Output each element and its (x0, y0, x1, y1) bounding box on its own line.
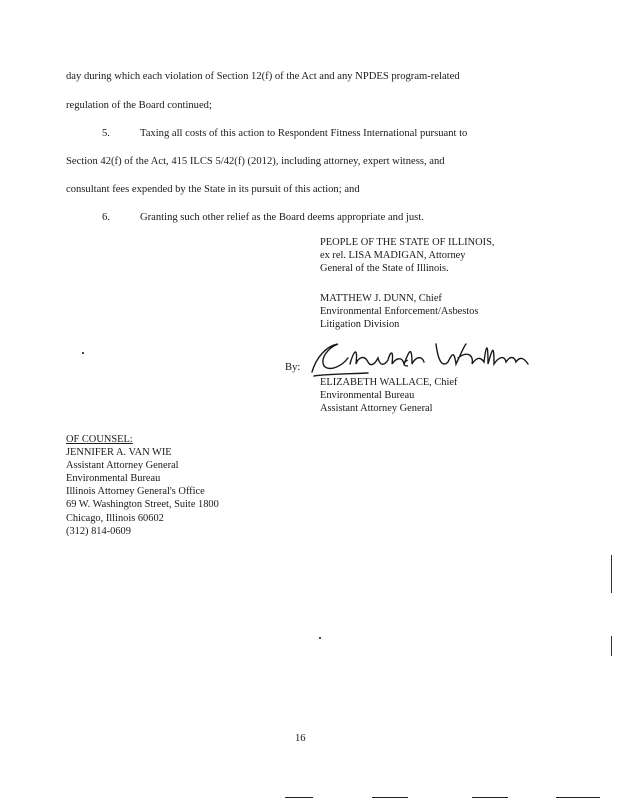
scan-speck (319, 637, 321, 639)
chief-line: Environmental Enforcement/Asbestos (320, 306, 479, 317)
signer-block (320, 376, 457, 415)
by-label: By: (285, 362, 301, 373)
item-number-5: 5. (102, 128, 110, 139)
handwritten-signature (308, 336, 533, 380)
scan-edge-mark (611, 555, 612, 593)
people-block (320, 236, 494, 275)
of-counsel-block (66, 433, 219, 538)
signer-line: Assistant Attorney General (320, 403, 433, 414)
paragraph-line: day during which each violation of Section 12(f) of the Act and any NPDES program-related (66, 71, 460, 82)
people-line: General of the State of Illinois. (320, 263, 449, 274)
scan-bottom-mark (556, 797, 600, 798)
chief-line: MATTHEW J. DUNN, Chief (320, 293, 442, 304)
counsel-address: Chicago, Illinois 60602 (66, 512, 164, 524)
paragraph-line: regulation of the Board continued; (66, 100, 212, 111)
counsel-phone: (312) 814-0609 (66, 525, 131, 537)
page-number: 16 (295, 733, 306, 744)
item-number-6: 6. (102, 212, 110, 223)
chief-line: Litigation Division (320, 319, 400, 330)
scan-bottom-mark (472, 797, 508, 798)
of-counsel-heading: OF COUNSEL: (66, 434, 133, 445)
item-5-text: Taxing all costs of this action to Respondent Fitness International pursuant to (140, 128, 468, 139)
item-6-text: Granting such other relief as the Board deems appropriate and just. (140, 212, 424, 223)
paragraph-line: consultant fees expended by the State in its pursuit of this action; and (66, 184, 360, 195)
counsel-office: Illinois Attorney General's Office (66, 486, 205, 498)
people-line: ex rel. LISA MADIGAN, Attorney (320, 250, 466, 261)
people-line: PEOPLE OF THE STATE OF ILLINOIS, (320, 237, 495, 248)
chief-block (320, 292, 478, 331)
scan-edge-mark (611, 636, 612, 656)
scan-speck (82, 352, 84, 354)
scan-bottom-mark (285, 797, 313, 798)
paragraph-line: Section 42(f) of the Act, 415 ILCS 5/42(f) (2012), including attorney, expert witness, and (66, 156, 445, 167)
signer-line: ELIZABETH WALLACE, Chief (320, 377, 458, 388)
signer-line: Environmental Bureau (320, 390, 415, 401)
counsel-address: 69 W. Washington Street, Suite 1800 (66, 499, 219, 511)
counsel-bureau: Environmental Bureau (66, 473, 161, 485)
counsel-name: JENNIFER A. VAN WIE (66, 447, 172, 459)
counsel-title: Assistant Attorney General (66, 460, 179, 472)
scan-bottom-mark (372, 797, 408, 798)
